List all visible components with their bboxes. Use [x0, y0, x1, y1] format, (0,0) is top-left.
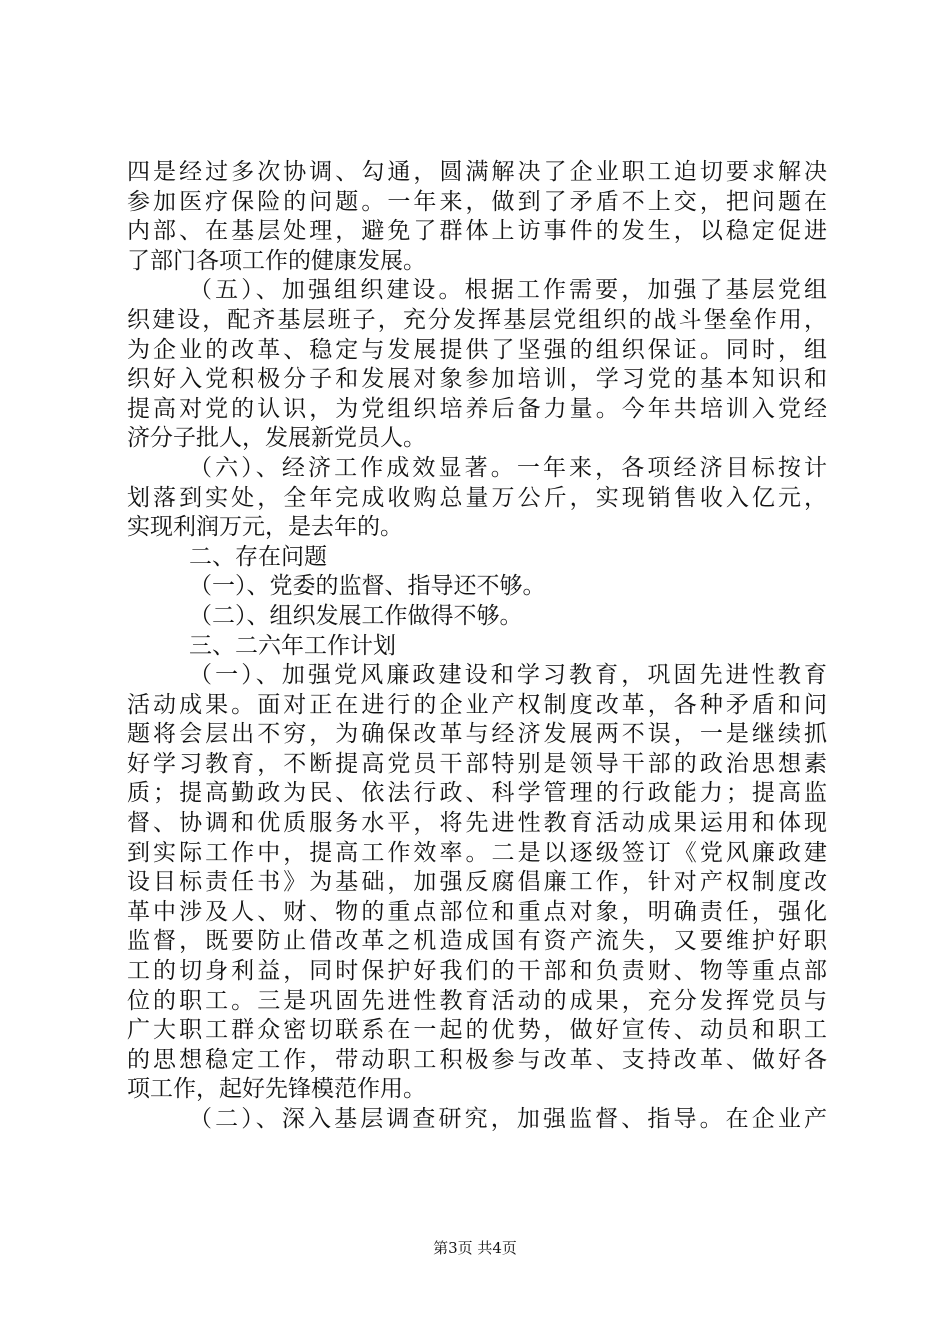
text-line: 了部门各项工作的健康发展。 [127, 247, 426, 274]
text-line: 工的切身利益，同时保护好我们的干部和负责财、物等重点部 [127, 958, 827, 985]
text-line: 监督，既要防止借改革之机造成国有资产流失，又要维护好职 [127, 928, 827, 955]
text-line: 内部、在基层处理，避免了群体上访事件的发生，以稳定促进 [127, 218, 827, 245]
text-line: 提高对党的认识，为党组织培养后备力量。今年共培训入党经 [127, 395, 827, 422]
page-footer: 第3页 共4页 [433, 1239, 517, 1257]
document-body [127, 158, 827, 1135]
text-line: （一）、加强党风廉政建设和学习教育，巩固先进性教育 [189, 662, 827, 689]
text-line: 题将会层出不穷，为确保改革与经济发展两不误，一是继续抓 [127, 721, 827, 748]
text-line: 划落到实处，全年完成收购总量万公斤，实现销售收入亿元， [127, 484, 827, 511]
text-line: 为企业的改革、稳定与发展提供了坚强的组织保证。同时，组 [127, 336, 827, 363]
text-line: 到实际工作中，提高工作效率。二是以逐级签订《党风廉政建 [127, 839, 827, 866]
text-line: 的思想稳定工作，带动职工积极参与改革、支持改革、做好各 [127, 1046, 827, 1073]
text-line: 质；提高勤政为民、依法行政、科学管理的行政能力；提高监 [127, 780, 827, 807]
text-line: 设目标责任书》为基础，加强反腐倡廉工作，针对产权制度改 [127, 869, 827, 896]
text-line: （二）、深入基层调查研究，加强监督、指导。在企业产 [189, 1106, 827, 1132]
text-line: 二、存在问题 [189, 543, 327, 570]
text-line: 位的职工。三是巩固先进性教育活动的成果，充分发挥党员与 [127, 987, 827, 1014]
text-line: 广大职工群众密切联系在一起的优势，做好宣传、动员和职工 [127, 1017, 827, 1044]
text-line: 参加医疗保险的问题。一年来，做到了矛盾不上交，把问题在 [127, 188, 827, 215]
text-line: 革中涉及人、财、物的重点部位和重点对象，明确责任，强化 [127, 898, 827, 925]
text-line: 实现利润万元，是去年的。 [127, 514, 403, 541]
text-line: 织建设，配齐基层班子，充分发挥基层党组织的战斗堡垒作用， [127, 306, 827, 333]
text-line: 三、二六年工作计划 [189, 632, 396, 659]
text-line: （五）、加强组织建设。根据工作需要，加强了基层党组 [189, 277, 827, 304]
text-line: （一）、党委的监督、指导还不够。 [189, 573, 546, 600]
text-line: （六）、经济工作成效显著。一年来，各项经济目标按计 [189, 454, 827, 481]
text-line: 好学习教育，不断提高党员干部特别是领导干部的政治思想素 [127, 750, 827, 777]
text-line: 项工作，起好先锋模范作用。 [127, 1076, 426, 1103]
text-line: 济分子批人，发展新党员人。 [127, 425, 426, 452]
text-line: （二）、组织发展工作做得不够。 [189, 602, 523, 629]
text-line: 督、协调和优质服务水平，将先进性教育活动成果运用和体现 [127, 810, 827, 837]
text-line: 四是经过多次协调、勾通，圆满解决了企业职工迫切要求解决 [127, 159, 827, 185]
text-line: 织好入党积极分子和发展对象参加培训，学习党的基本知识和 [127, 366, 827, 393]
text-line: 活动成果。面对正在进行的企业产权制度改革，各种矛盾和问 [127, 691, 827, 718]
